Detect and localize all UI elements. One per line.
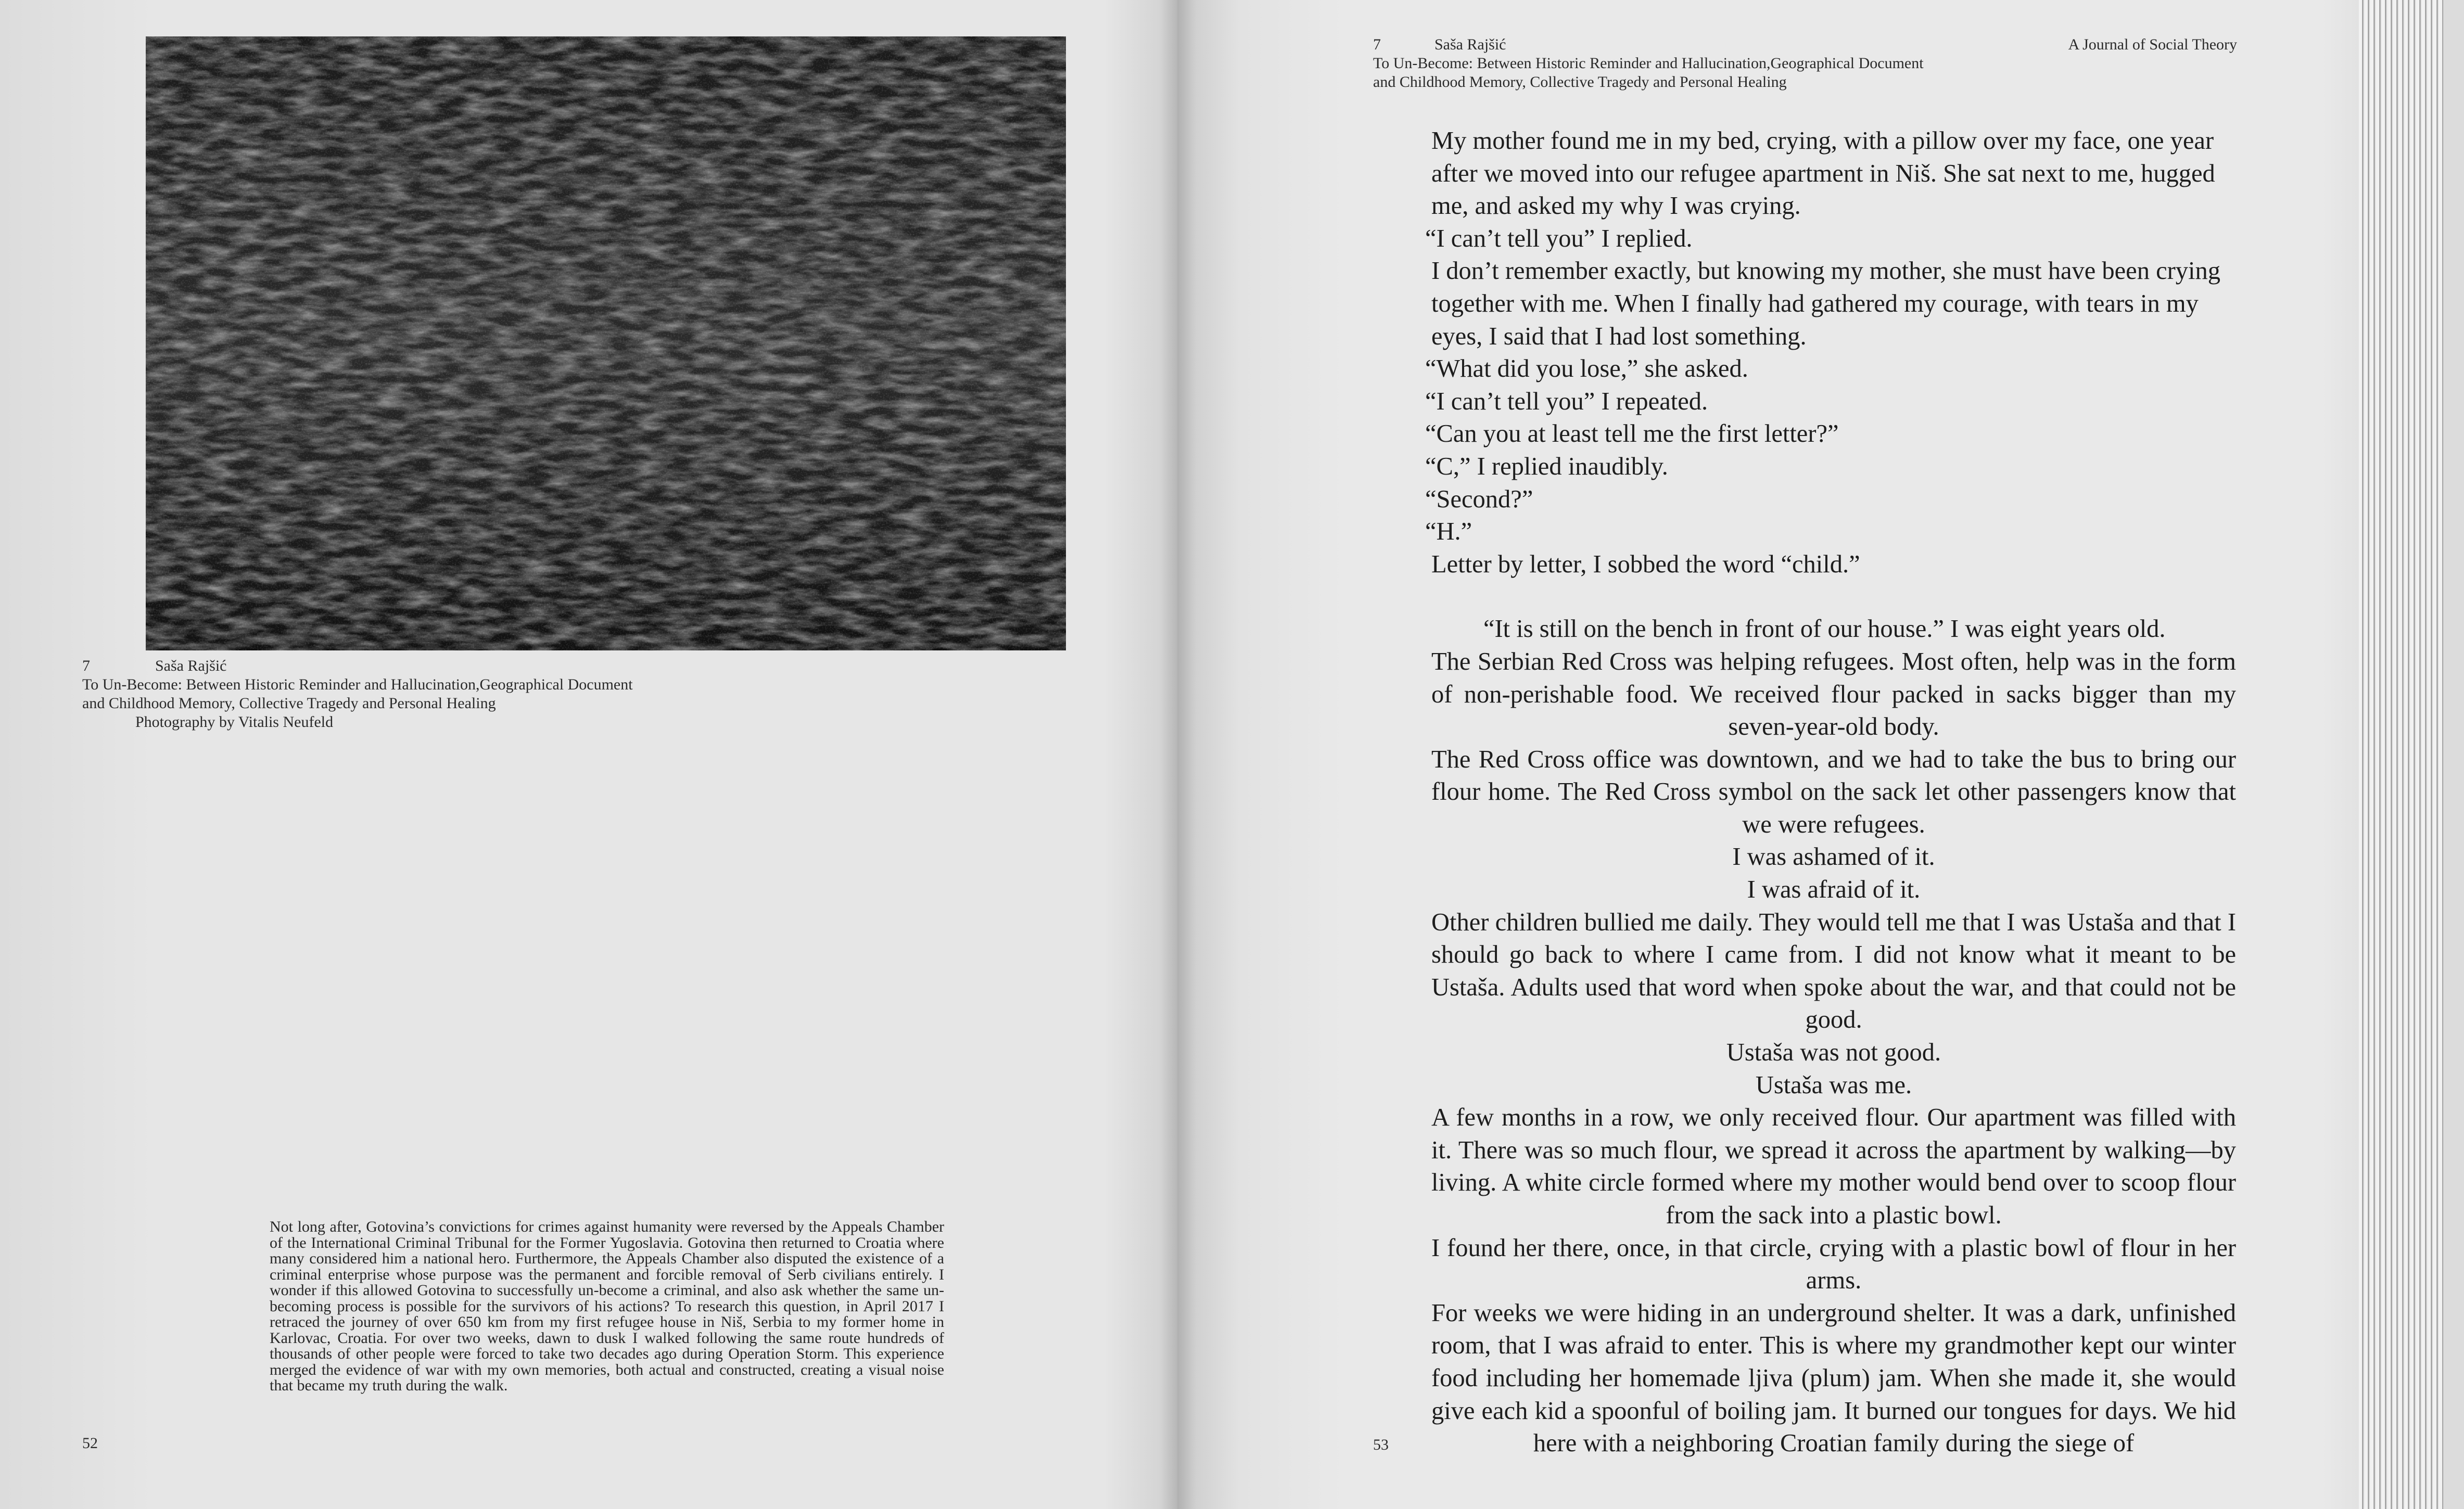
- left-page: [0, 0, 1177, 1509]
- running-head-author: Saša Rajšić: [1434, 36, 1506, 53]
- paragraph: “It is still on the bench in front of our house.” I was eight years old.: [1483, 615, 2166, 643]
- photo-caption: [82, 657, 759, 732]
- paragraph: “I can’t tell you” I replied.: [1425, 224, 1693, 252]
- caption-number: 7: [82, 657, 90, 674]
- paragraph: “H.”: [1425, 518, 1472, 546]
- caption-author: Saša Rajšić: [155, 657, 227, 674]
- caption-credit: Photography by Vitalis Neufeld: [135, 713, 334, 731]
- paragraph: My mother found me in my bed, crying, with a pillow over my face, one year after we moved into our refugee apartment in Niš. She sat next to me, hugged me, and asked my why I was crying.: [1431, 127, 2215, 220]
- running-head: [1373, 35, 2237, 92]
- paragraph: “C,” I replied inaudibly.: [1425, 452, 1668, 480]
- paragraph: The Serbian Red Cross was helping refugees. Most often, help was in the form of non-perishable food. We received flour packed in sacks bigger than my seven-year-old body.: [1431, 647, 2236, 741]
- paragraph: “I can’t tell you” I repeated.: [1425, 387, 1708, 415]
- paragraph: I found her there, once, in that circle, crying with a plastic bowl of flour in her arms.: [1431, 1234, 2236, 1295]
- caption-title-line2: and Childhood Memory, Collective Tragedy and Personal Healing: [82, 695, 496, 712]
- gutter-shadow: [1160, 0, 1196, 1509]
- journal-title: A Journal of Social Theory: [2068, 36, 2237, 53]
- paragraph: “Second?”: [1425, 485, 1533, 513]
- paragraph: A few months in a row, we only received flour. Our apartment was filled with it. There was so much flour, we spread it across the apartment by walking—by living. A white circle formed where my mother would bend over to scoop flour from the sack into a plastic bowl.: [1431, 1104, 2236, 1229]
- paragraph: For weeks we were hiding in an underground shelter. It was a dark, unfinished room, that I was afraid to enter. This is where my grandmother kept our winter food including her homemade ljiva (plum) jam. When she made it, she would give each kid a spoonful of boiling jam. It burned our tongues for days. We hid here with a neighboring Croatian family during the siege of: [1431, 1299, 2236, 1457]
- page-edges: [2359, 0, 2464, 1509]
- caption-title-line1: To Un-Become: Between Historic Reminder and Hallucination,Geographical Document: [82, 676, 633, 693]
- running-head-title-line2: and Childhood Memory, Collective Tragedy and Personal Healing: [1373, 73, 1787, 91]
- paragraph: I was afraid of it.: [1747, 876, 1921, 904]
- paragraph: I don’t remember exactly, but knowing my mother, she must have been crying together with me. When I finally had gathered my courage, with tears in my eyes, I said that I had lost something.: [1431, 257, 2220, 350]
- body-text-left: Not long after, Gotovina’s convictions for crimes against humanity were reversed by the Appeals Chamber of the International Criminal Tribunal for the Former Yugoslavia. Gotovina then returned to Croatia where many considered him a national hero. Furthermore, the Appeals Chamber also disputed the existence of a criminal enterprise whose purpose was the permanent and forcible removal of Serb civilians entirely. I wonder if this allowed Gotovina to successfully un-become a criminal, and also ask whether the same un-becoming process is possible for the survivors of his actions? To research this question, in April 2017 I retraced the journey of over 650 km from my first refugee house in Niš, Serbia to my former home in Karlovac, Croatia. For over two weeks, dawn to dusk I walked following the same route hundreds of thousands of other people were forced to take two decades ago during Operation Storm. This experience merged the evidence of war with my own memories, both actual and constructed, creating a visual noise that became my truth during the walk.: [270, 1218, 944, 1394]
- page-number-left: 52: [82, 1435, 98, 1452]
- paragraph: Ustaša was me.: [1755, 1071, 1912, 1099]
- body-text-right: [1425, 125, 2236, 1460]
- paragraph: “Can you at least tell me the first letter?”: [1425, 420, 1839, 448]
- paragraph: I was ashamed of it.: [1732, 843, 1935, 871]
- paragraph: Other children bullied me daily. They would tell me that I was Ustaša and that I should go back to where I came from. I did not know what it meant to be Ustaša. Adults used that word when spoke about the war, and that could not be good.: [1431, 908, 2236, 1034]
- paragraph-gap: [1431, 581, 2236, 613]
- paragraph: The Red Cross office was downtown, and we had to take the bus to bring our flour home. The Red Cross symbol on the sack let other passengers know that we were refugees.: [1431, 745, 2236, 838]
- running-head-number: 7: [1373, 36, 1381, 53]
- page-number-right: 53: [1373, 1436, 1389, 1453]
- running-head-title-line1: To Un-Become: Between Historic Reminder and Hallucination,Geographical Document: [1373, 55, 1924, 72]
- paragraph: Ustaša was not good.: [1726, 1039, 1941, 1067]
- rock-field-photograph: [146, 36, 1066, 650]
- paragraph: “What did you lose,” she asked.: [1425, 355, 1748, 383]
- paragraph: Letter by letter, I sobbed the word “child.”: [1431, 550, 1860, 578]
